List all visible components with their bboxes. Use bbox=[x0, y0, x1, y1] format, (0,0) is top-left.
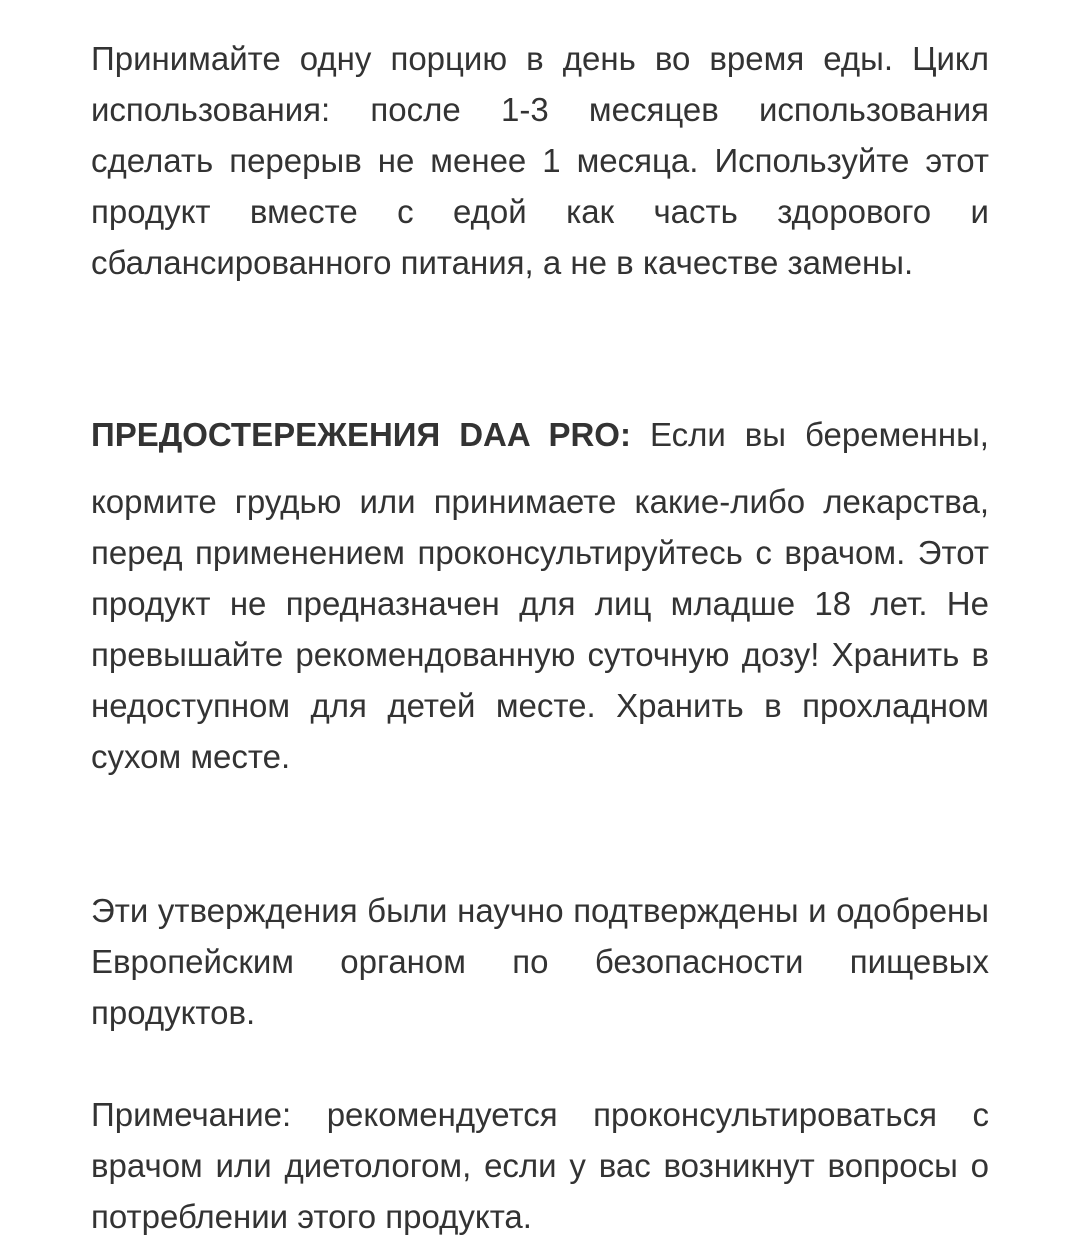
warnings-paragraph: кормите грудью или принимаете какие-либо лекарства, перед применением проконсультируйтесь с врачом. Этот продукт не предназначен для лиц младше 18 лет. Не превышайте рекомендованную суточную дозу! Хранить в недоступном для детей месте. Хранить в прохладном сухом месте. bbox=[91, 483, 989, 775]
note-paragraph: Примечание: рекомендуется проконсультироваться с врачом или диетологом, если у вас возникнут вопросы о потреблении этого продукта. bbox=[91, 1096, 989, 1235]
usage-paragraph: Принимайте одну порцию в день во время еды. Цикл использования: после 1-3 месяцев использования сделать перерыв не менее 1 месяца. Используйте этот продукт вместе с едой как часть здорового и сбалансированного питания, а не в качестве замены. bbox=[91, 40, 989, 281]
warnings-text-first-line: Если вы беременны, bbox=[630, 416, 989, 453]
warnings-label: ПРЕДОСТЕРЕЖЕНИЯ DAA PRO: bbox=[91, 416, 631, 453]
claims-paragraph: Эти утверждения были научно подтверждены и одобрены Европейским органом по безопасности пищевых продуктов. bbox=[91, 892, 989, 1031]
warnings-paragraph-first-line bbox=[91, 409, 989, 460]
